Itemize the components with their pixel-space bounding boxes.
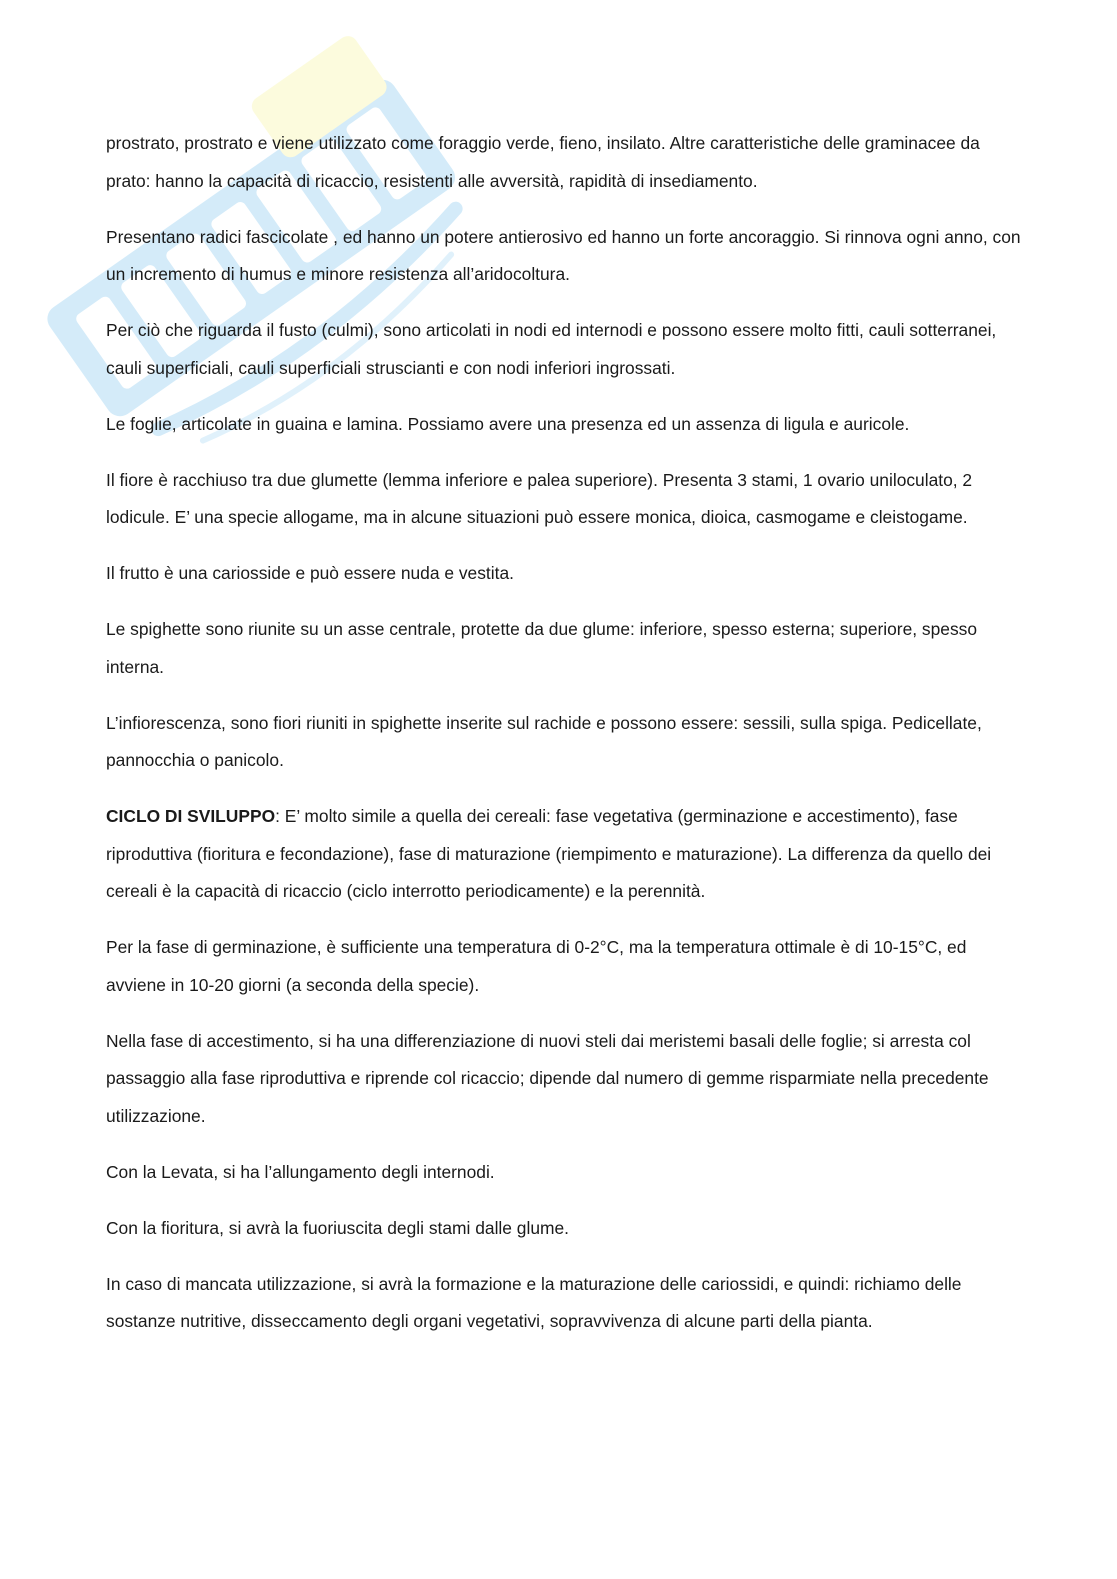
paragraph-10: Per la fase di germinazione, è sufficiente una temperatura di 0-2°C, ma la temperatura ottimale è di 10-15°C, ed avviene in 10-20 giorni (a seconda della specie).	[106, 937, 967, 995]
paragraph-12: Con la Levata, si ha l’allungamento degli internodi.	[106, 1161, 495, 1182]
paragraph-14: In caso di mancata utilizzazione, si avrà la formazione e la maturazione delle cariossidi, e quindi: richiamo delle sostanze nutritive, disseccamento degli organi vegetativi, sopravvivenza di alcune parti della pianta.	[106, 1273, 962, 1331]
paragraph-3: Per ciò che riguarda il fusto (culmi), sono articolati in nodi ed internodi e possono essere molto fitti, cauli sotterranei, cauli superficiali, cauli superficiali struscianti e con nodi inferiori ingrossati.	[106, 320, 997, 378]
paragraph-13: Con la fioritura, si avrà la fuoriuscita degli stami dalle glume.	[106, 1217, 569, 1238]
paragraph-5: Il fiore è racchiuso tra due glumette (lemma inferiore e palea superiore). Presenta 3 stami, 1 ovario uniloculato, 2 lodicule. E’ una specie allogame, ma in alcune situazioni può essere monica, dioica, casmogame e cleistogame.	[106, 469, 973, 527]
paragraph-11: Nella fase di accestimento, si ha una differenziazione di nuovi steli dai meristemi basali delle foglie; si arresta col passaggio alla fase riproduttiva e riprende col ricaccio; dipende dal numero di gemme risparmiate nella precedente utilizzazione.	[106, 1030, 989, 1126]
paragraph-8: L’infiorescenza, sono fiori riuniti in spighette inserite sul rachide e possono essere: sessili, sulla spiga. Pedicellate, pannocchia o panicolo.	[106, 712, 982, 770]
paragraph-7: Le spighette sono riunite su un asse centrale, protette da due glume: inferiore, spesso esterna; superiore, spesso interna.	[106, 619, 978, 677]
paragraph-6: Il frutto è una cariosside e può essere nuda e vestita.	[106, 563, 514, 583]
paragraph-2: Presentano radici fascicolate , ed hanno un potere antierosivo ed hanno un forte ancoraggio. Si rinnova ogni anno, con un incremento di humus e minore resistenza all’aridocoltura.	[106, 226, 1021, 284]
ciclo-text: : E’ molto simile a quella dei cereali: fase vegetativa (germinazione e accestimento), fase riproduttiva (fioritura e fecondazione), fase di maturazione (riempimento e maturazione). La differenza da quello dei cereali è la capacità di ricaccio (ciclo interrotto periodicamente) e la perennità.	[106, 806, 992, 901]
paragraph-1: prostrato, prostrato e viene utilizzato come foraggio verde, fieno, insilato. Altre caratteristiche delle graminacee da prato: hanno la capacità di ricaccio, resistenti alle avversità, rapidità di insediamento.	[106, 133, 980, 191]
paragraph-4: Le foglie, articolate in guaina e lamina. Possiamo avere una presenza ed un assenza di ligula e auricole.	[106, 413, 910, 434]
ciclo-heading: CICLO DI SVILUPPO	[106, 806, 276, 826]
paragraph-ciclo	[106, 798, 1021, 911]
document-body	[106, 125, 1021, 1359]
